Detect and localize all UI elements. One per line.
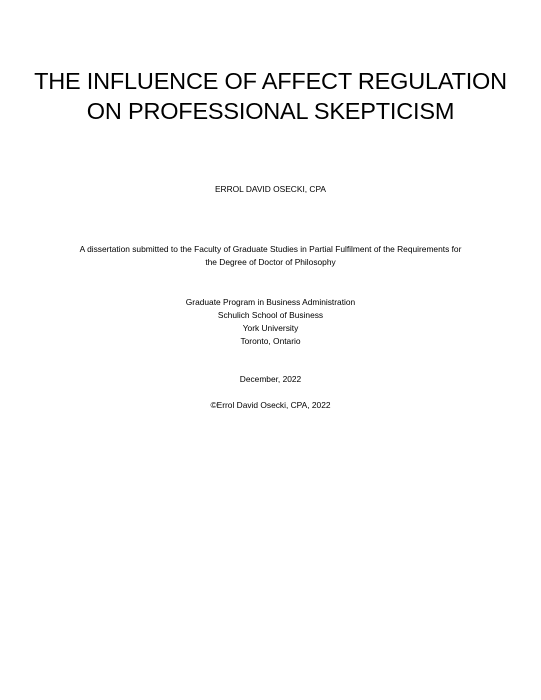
location: Toronto, Ontario — [240, 336, 301, 346]
copyright-notice: ©Errol David Osecki, CPA, 2022 — [210, 400, 331, 410]
school-name: Schulich School of Business — [217, 310, 324, 320]
program-name: Graduate Program in Business Administration — [185, 297, 356, 307]
university-name: York University — [242, 323, 299, 333]
statement-line-1: A dissertation submitted to the Faculty of Graduate Studies in Partial Fulfilment of the Requirements for — [79, 244, 462, 254]
author-name: ERROL DAVID OSECKI, CPA — [214, 184, 327, 194]
affiliation-block — [0, 296, 541, 348]
statement-line-2: the Degree of Doctor of Philosophy — [205, 257, 336, 267]
submission-statement — [50, 243, 491, 269]
title-line-2: ON PROFESSIONAL SKEPTICISM — [86, 98, 455, 124]
dissertation-title — [0, 66, 541, 126]
submission-date: December, 2022 — [239, 374, 302, 384]
title-line-1: THE INFLUENCE OF AFFECT REGULATION — [34, 68, 507, 94]
